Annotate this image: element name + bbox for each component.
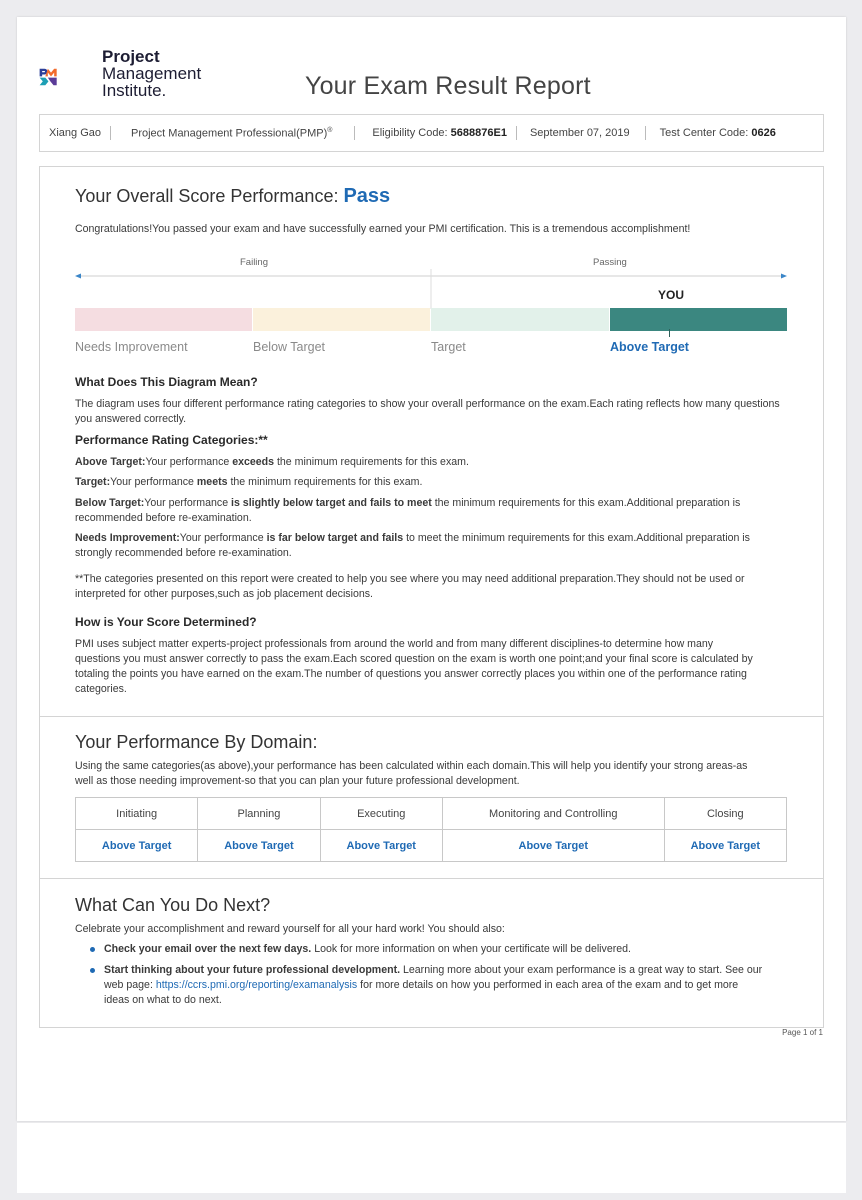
bullet-dot	[90, 968, 95, 973]
you-label: YOU	[658, 288, 685, 302]
test-center-code: Test Center Code: 0626	[659, 127, 776, 139]
domain-result: Above Target	[76, 830, 198, 862]
next-item-development: Start thinking about your future professional development. Learning more about your exam performance is a great way to start. See our web page: https://ccrs.pmi.org/reporting/examanalysis for more details on how you performed in each area of the exam and to get more ideas on what to do next.	[104, 964, 763, 1006]
failing-label: Failing	[240, 257, 268, 268]
domain-name: Monitoring and Controlling	[442, 798, 664, 830]
bar-above-target	[610, 308, 787, 331]
domain-result-row	[76, 830, 787, 862]
score-determined-heading: How is Your Score Determined?	[75, 615, 257, 629]
label-above-target: Above Target	[610, 340, 689, 354]
domain-header-row	[76, 798, 787, 830]
domain-intro: Using the same categories(as above),your performance has been calculated within each domain.This will help you identify your strong areas-as well as those needing improvement-so that you can plan your future professional development.	[75, 760, 748, 787]
domain-table	[75, 797, 787, 862]
exam-name: Project Management Professional(PMP)®	[130, 126, 333, 140]
pmi-logo	[39, 49, 99, 105]
logo-wordmark: Project Management Institute.	[102, 47, 202, 100]
rating-categories-heading: Performance Rating Categories:**	[75, 433, 268, 447]
domain-result: Above Target	[320, 830, 442, 862]
domain-name: Closing	[664, 798, 786, 830]
bar-below-target	[253, 308, 430, 331]
domain-name: Planning	[198, 798, 320, 830]
domain-name: Executing	[320, 798, 442, 830]
congrats-text: Congratulations!You passed your exam and have successfully earned your PMI certification. This is a tremendous accomplishment!	[75, 223, 691, 235]
diagram-explanation: The diagram uses four different performance rating categories to show your overall performance on the exam.Each rating reflects how many questions you answered correctly.	[75, 398, 780, 425]
label-below-target: Below Target	[253, 340, 326, 354]
next-page-edge	[17, 1123, 846, 1193]
next-intro: Celebrate your accomplishment and reward yourself for all your hard work! You should also:	[75, 923, 505, 935]
domain-result: Above Target	[198, 830, 320, 862]
next-item-email: Check your email over the next few days. Look for more information on when your certificate will be delivered.	[104, 943, 631, 955]
above-target-desc: Above Target:Your performance exceeds the minimum requirements for this exam.	[75, 456, 469, 468]
below-target-desc: Below Target:Your performance is slightly below target and fails to meet the minimum requirements for this exam.Additional preparation is recommended before re-examination.	[75, 497, 741, 524]
page-number: Page 1 of 1	[782, 1028, 823, 1037]
candidate-name: Xiang Gao	[49, 127, 101, 139]
bar-target	[431, 308, 609, 331]
domain-name: Initiating	[76, 798, 198, 830]
bullet-dot	[90, 947, 95, 952]
needs-improvement-desc: Needs Improvement:Your performance is far below target and fails to meet the minimum requirements for this exam.Additional preparation is strongly recommended before re-examination.	[75, 532, 750, 559]
categories-footnote: **The categories presented on this report were created to help you see where you may need additional preparation.They should not be used or interpreted for other purposes,such as job placement decisions.	[75, 573, 745, 600]
you-marker	[669, 329, 670, 337]
domain-heading: Your Performance By Domain:	[75, 732, 318, 752]
exam-date: September 07, 2019	[529, 127, 630, 139]
next-heading: What Can You Do Next?	[75, 895, 271, 915]
passing-label: Passing	[593, 257, 627, 268]
candidate-info-bar	[39, 114, 824, 152]
score-determined-text: PMI uses subject matter experts-project professionals from around the world and from many different disciplines-to determine how many questions you must answer correctly to pass the exam.Each scored question on the exam is worth one point;and your final score is calculated by totaling the points you have earned on the exam.The number of questions you answer correctly places you within one of the performance rating categories.	[75, 638, 753, 695]
exam-analysis-link[interactable]: https://ccrs.pmi.org/reporting/examanalysis	[155, 979, 358, 991]
bar-needs-improvement	[75, 308, 252, 331]
domain-result: Above Target	[664, 830, 786, 862]
diagram-question: What Does This Diagram Mean?	[75, 375, 258, 389]
domain-result: Above Target	[442, 830, 664, 862]
overall-heading: Your Overall Score Performance: Pass	[75, 185, 391, 207]
label-target: Target	[431, 340, 466, 354]
result-badge: Pass	[343, 185, 391, 207]
label-needs-improvement: Needs Improvement	[75, 340, 188, 354]
report-page	[17, 17, 846, 1121]
target-desc: Target:Your performance meets the minimum requirements for this exam.	[75, 476, 423, 488]
page-title: Your Exam Result Report	[305, 72, 591, 100]
eligibility-code: Eligibility Code: 5688876E1	[372, 127, 507, 139]
